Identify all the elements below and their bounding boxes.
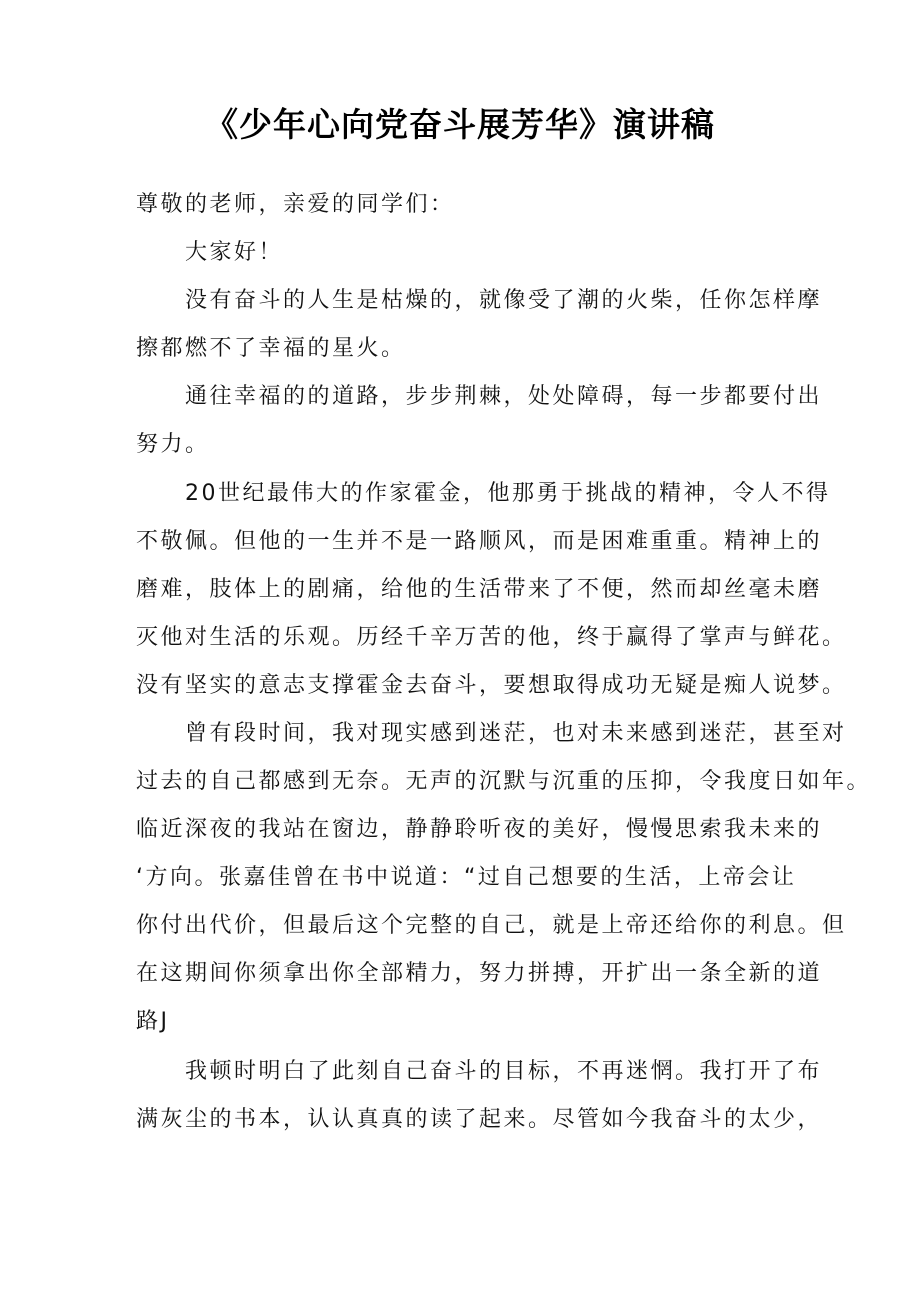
salutation-line: 尊敬的老师，亲爱的同学们： xyxy=(136,192,455,217)
paragraph-3-line-5: 没有坚实的意志支撑霍金去奋斗，要想取得成功无疑是痴人说梦。 xyxy=(136,673,847,698)
paragraph-2-line-1: 通往幸福的的道路，步步荆棘，处处障碍，每一步都要付出 xyxy=(185,384,823,409)
paragraph-4-line-5: 你付出代价，但最后这个完整的自己，就是上帝还给你的利息。但 xyxy=(136,913,847,938)
document-title: 《少年心向党奋斗展芳华》演讲稿 xyxy=(205,105,715,144)
paragraph-4-line-3: 临近深夜的我站在窗边，静静聆听夜的美好，慢慢思索我未来的 xyxy=(136,817,823,842)
paragraph-4-line-6: 在这期间你须拿出你全部精力，努力拼搏，开扩出一条全新的道 xyxy=(136,961,823,986)
paragraph-4-line-2: 过去的自己都感到无奈。无声的沉默与沉重的压抑，令我度日如年。 xyxy=(136,769,872,794)
paragraph-5-line-2: 满灰尘的书本，认认真真的读了起来。尽管如今我奋斗的太少， xyxy=(136,1107,823,1132)
paragraph-3-line-1: 20世纪最伟大的作家霍金，他那勇于挑战的精神，令人不得 xyxy=(185,481,831,506)
greeting-line: 大家好！ xyxy=(185,240,284,265)
paragraph-1-line-1: 没有奋斗的人生是枯燥的，就像受了潮的火柴，任你怎样摩 xyxy=(185,288,823,313)
paragraph-5-line-1: 我顿时明白了此刻自己奋斗的目标，不再迷惘。我打开了布 xyxy=(185,1059,823,1084)
paragraph-4-line-4: ‘方向。张嘉佳曾在书中说道：“过自己想要的生活，上帝会让 xyxy=(136,865,797,890)
paragraph-1-line-2: 擦都燃不了幸福的星火。 xyxy=(136,336,406,361)
paragraph-3-line-4: 灭他对生活的乐观。历经千辛万苦的他，终于赢得了掌声与鲜花。 xyxy=(136,625,847,650)
paragraph-3-line-2: 不敬佩。但他的一生并不是一路顺风，而是困难重重。精神上的 xyxy=(136,529,823,554)
paragraph-4-line-1: 曾有段时间，我对现实感到迷茫，也对未来感到迷茫，甚至对 xyxy=(185,721,847,746)
paragraph-3-line-3: 磨难，肢体上的剧痛，给他的生活带来了不便，然而却丝毫未磨 xyxy=(136,577,823,602)
paragraph-2-line-2: 努力。 xyxy=(136,432,210,457)
paragraph-4-line-7: 路J xyxy=(136,1009,170,1034)
